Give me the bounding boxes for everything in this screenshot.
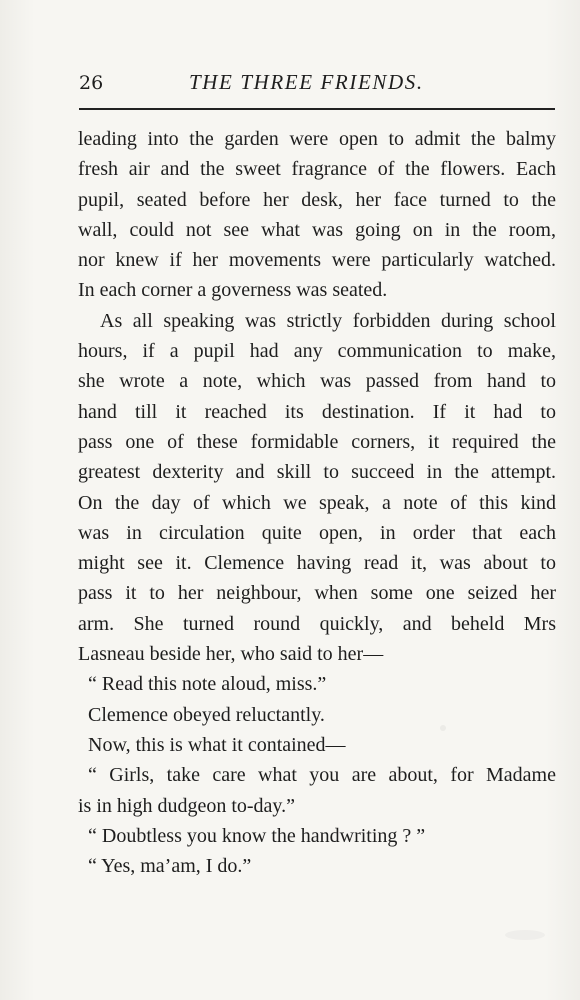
text-line: fresh air and the sweet fragrance of the flowers. Each: [78, 158, 556, 181]
text-line: Now, this is what it contained—: [88, 733, 346, 756]
body-text: [78, 124, 556, 881]
header-rule: [79, 108, 555, 110]
text-line: Lasneau beside her, who said to her—: [78, 643, 384, 666]
dialogue-line: “ Yes, ma’am, I do.”: [88, 855, 252, 878]
running-head: [79, 70, 555, 100]
text-line: pass one of these formidable corners, it required the: [78, 430, 556, 453]
text-line: hand till it reached its destination. If it had to: [78, 400, 556, 423]
text-line: arm. She turned round quickly, and beheld Mrs: [78, 612, 556, 635]
text-line: wall, could not see what was going on in the room,: [78, 218, 556, 241]
text-line: pupil, seated before her desk, her face turned to the: [78, 188, 556, 211]
paper-blemish: [505, 930, 545, 940]
text-line: was in circulation quite open, in order that each: [78, 521, 556, 544]
paper-blemish: [440, 725, 446, 731]
text-line: In each corner a governess was seated.: [78, 279, 388, 302]
dialogue-line: “ Girls, take care what you are about, for Madame: [88, 764, 556, 787]
page-number: 26: [79, 72, 104, 94]
dialogue-line: “ Read this note aloud, miss.”: [88, 673, 327, 696]
paragraph-start-line: As all speaking was strictly forbidden during school: [100, 309, 556, 332]
text-line: she wrote a note, which was passed from hand to: [78, 370, 556, 393]
text-line: pass it to her neighbour, when some one seized her: [78, 582, 556, 605]
running-title: THE THREE FRIENDS.: [189, 70, 424, 94]
text-line: is in high dudgeon to-day.”: [78, 794, 296, 817]
text-line: nor knew if her movements were particularly watched.: [78, 249, 556, 272]
text-line: hours, if a pupil had any communication to make,: [78, 340, 556, 363]
text-line: might see it. Clemence having read it, was about to: [78, 552, 556, 575]
text-line: Clemence obeyed reluctantly.: [88, 703, 325, 726]
text-line: greatest dexterity and skill to succeed in the attempt.: [78, 461, 556, 484]
text-line: On the day of which we speak, a note of this kind: [78, 491, 556, 514]
text-line: leading into the garden were open to admit the balmy: [78, 128, 556, 150]
dialogue-line: “ Doubtless you know the handwriting ? ”: [88, 824, 426, 847]
